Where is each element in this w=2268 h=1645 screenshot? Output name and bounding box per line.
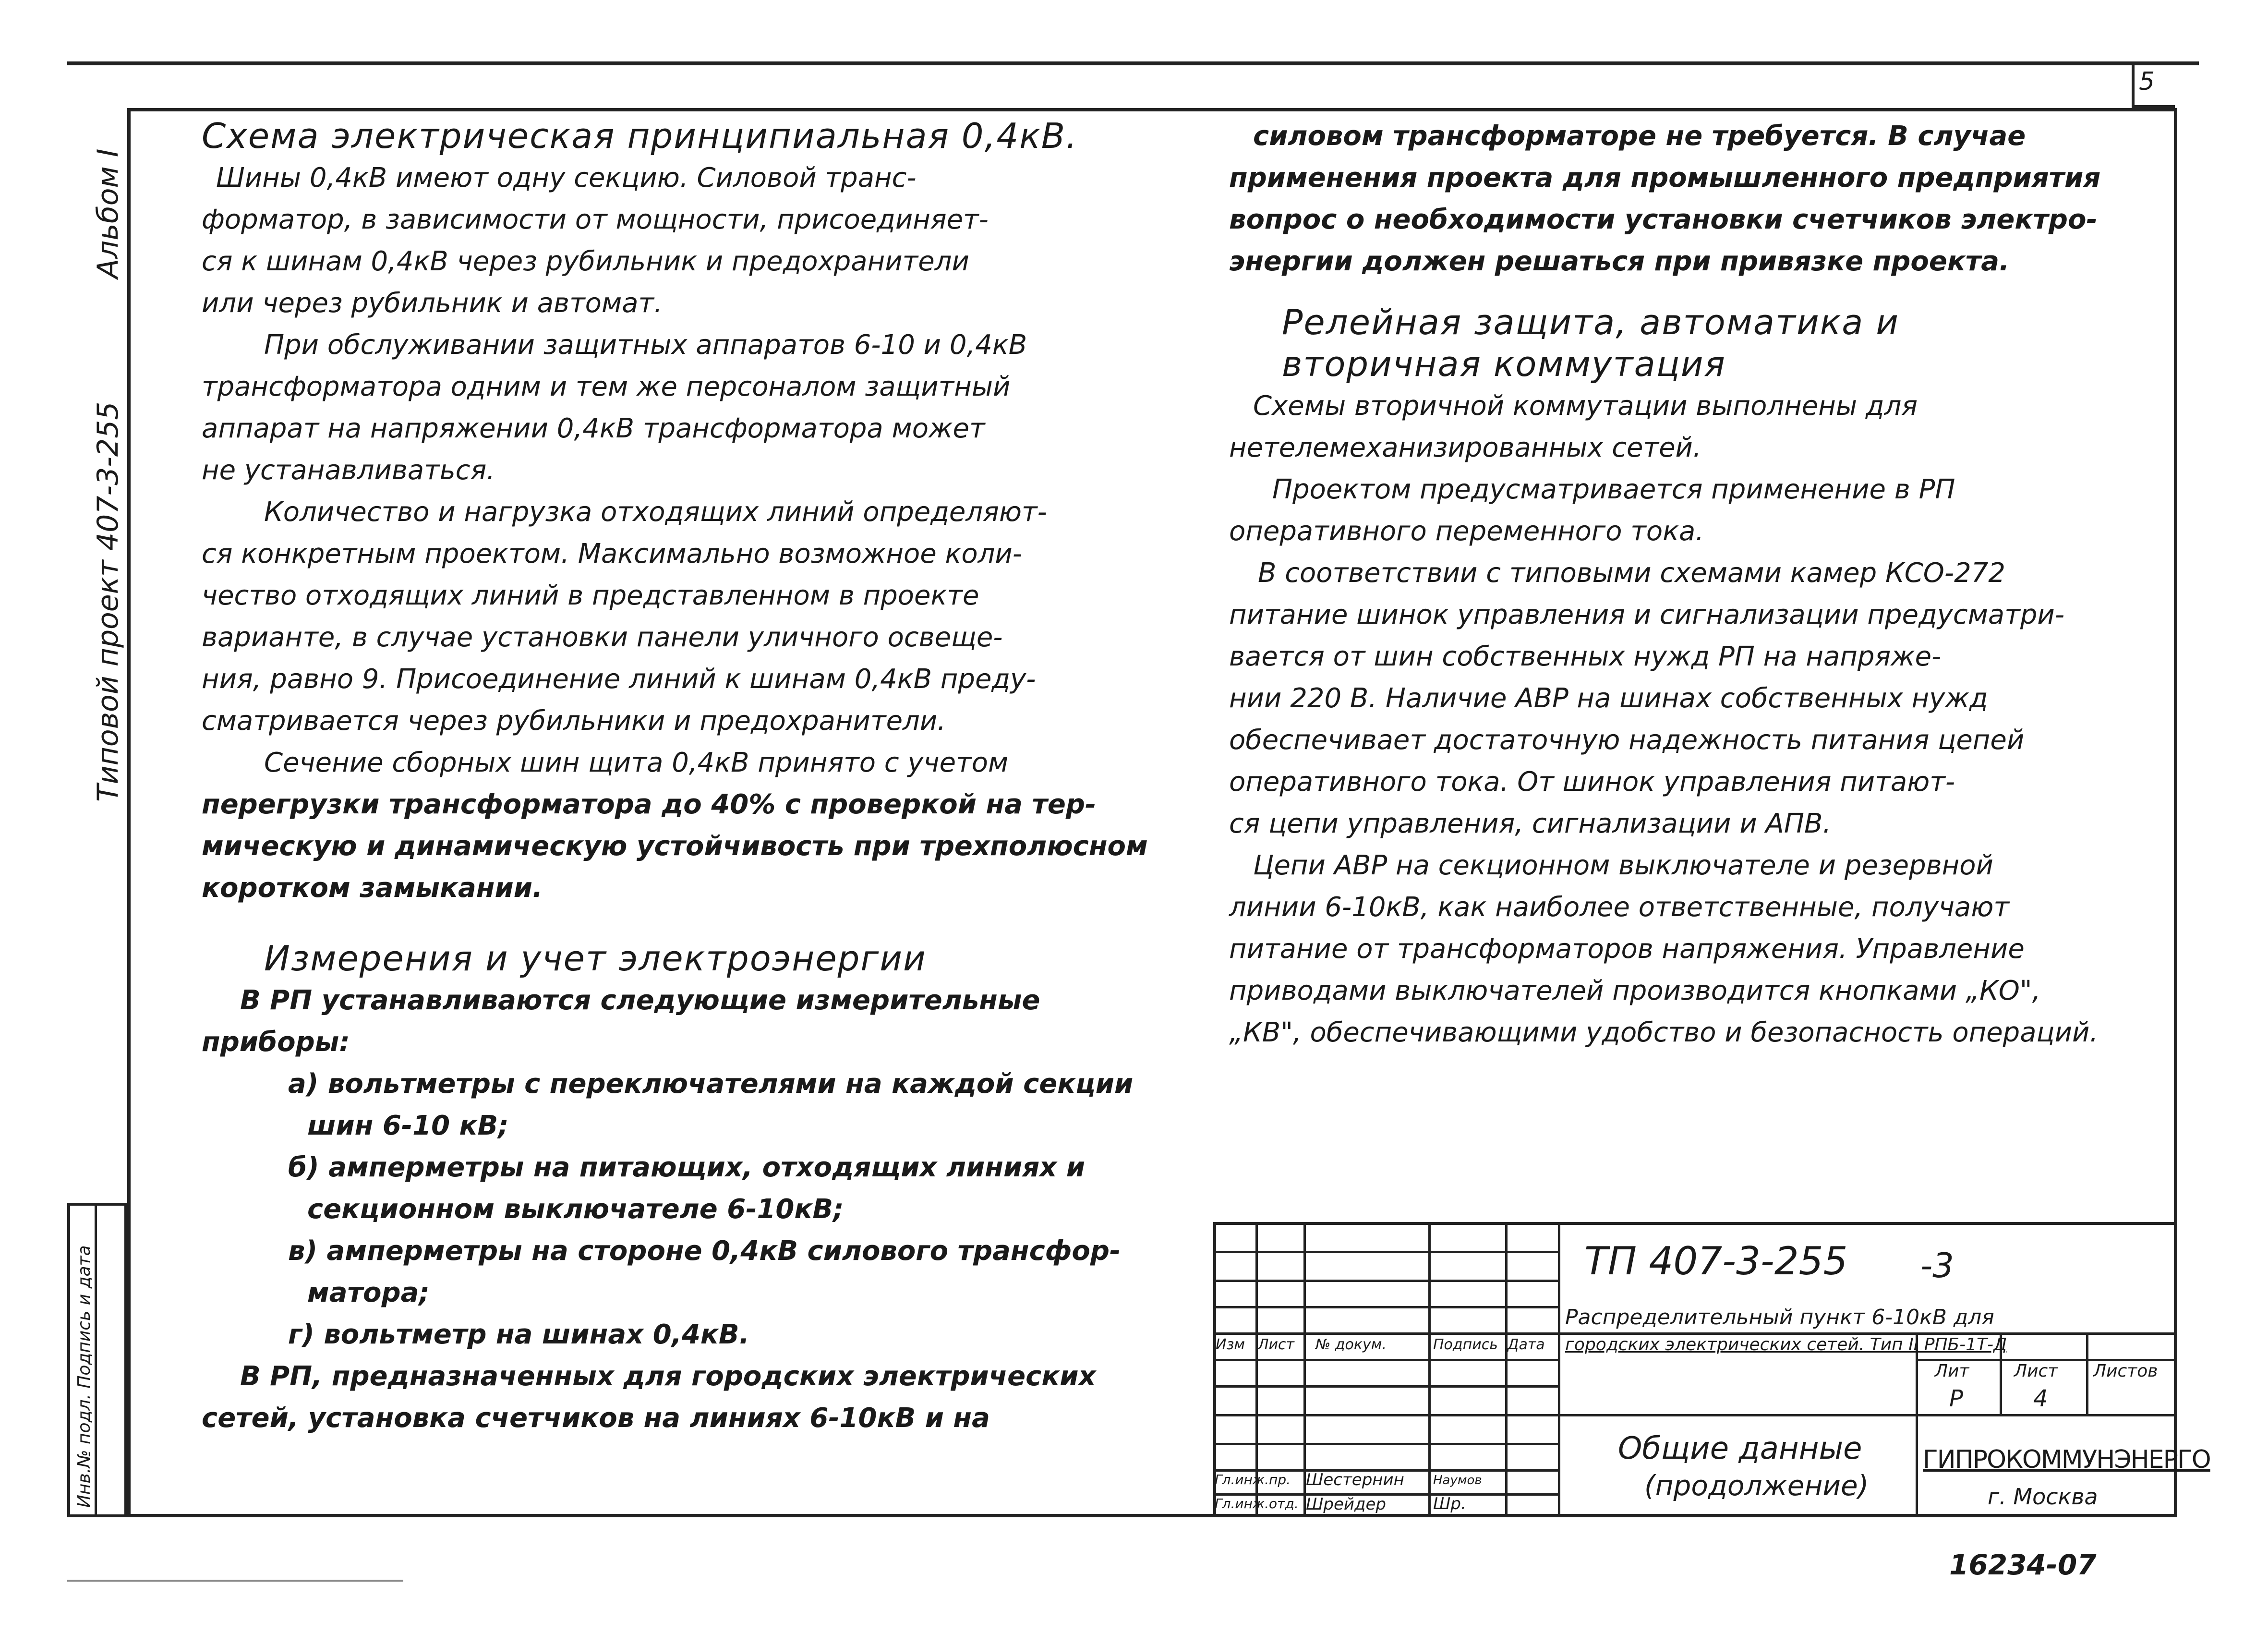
heading-schema: Схема электрическая принципиальная 0,4кВ. [202,116,1078,156]
text-line: вопрос о необходимости установки счетчиков электро- [1229,204,2098,235]
list-item: секционном выключателе 6-10кВ; [307,1194,844,1225]
footer-stamp-number: 16234-07 [1949,1548,2097,1581]
list-item: г) вольтметр на шинах 0,4кВ. [288,1319,749,1350]
sheet-value: 4 [2033,1385,2048,1412]
text-line: трансформатора одним и тем же персоналом защитный [202,371,1011,402]
text-line: „КВ", обеспечивающими удобство и безопасность операций. [1229,1017,2099,1048]
sheet-title-line1: Общие данные [1618,1431,1862,1466]
heading-relay-protection: Релейная защита, автоматика и [1282,302,1900,342]
role-chief-engineer-dept: Гл.инж.отд. [1215,1496,1299,1512]
text-line: Количество и нагрузка отходящих линий определяют- [264,496,1047,528]
top-border-line [67,61,2199,65]
sheet-label: Лист [2014,1361,2058,1381]
sheet-corner-number: 5 [2139,67,2155,96]
col-header-doc: № докум. [1315,1336,1387,1353]
tb-vline [1428,1222,1431,1517]
text-line: форматор, в зависимости от мощности, присоединяет- [202,204,989,235]
role-chief-engineer-project: Гл.инж.пр. [1215,1472,1291,1488]
lit-value: Р [1949,1385,1963,1412]
text-line: Схемы вторичной коммутации выполнены для [1253,390,1918,422]
doc-code-suffix: -3 [1920,1246,1954,1285]
text-line: силовом трансформаторе не требуется. В случае [1253,121,2026,152]
text-line: Сечение сборных шин щита 0,4кВ принято с учетом [264,747,1009,778]
text-line: ся цепи управления, сигнализации и АПВ. [1229,808,1832,839]
text-line: линии 6-10кВ, как наиболее ответственные, получают [1229,892,2010,923]
tb-vline [1916,1332,1918,1517]
name-chief-engineer-project: Шестернин [1306,1470,1404,1489]
tb-hline [1213,1443,1558,1445]
sheet-title-line2: (продолжение) [1644,1469,1869,1502]
description-line2: городских электрических сетей. Тип II РПБ-1Т-Д [1565,1335,2007,1355]
text-line: нии 220 В. Наличие АВР на шинах собственных нужд [1229,683,1988,714]
text-line: применения проекта для промышленного предприятия [1229,162,2101,194]
text-line: или через рубильник и автомат. [202,288,663,319]
text-line: оперативного переменного тока. [1229,516,1704,547]
signature-2: Шр. [1433,1494,1466,1513]
list-item: в) амперметры на стороне 0,4кВ силового трансфор- [288,1235,1121,1267]
col-header-date: Дата [1508,1336,1545,1353]
text-line: чество отходящих линий в представленном в проекте [202,580,979,611]
text-line: питание шинок управления и сигнализации предусматри- [1229,599,2065,630]
text-line: В РП, предназначенных для городских электрических [240,1361,1096,1392]
tb-hline [1213,1414,2177,1416]
col-header-sign: Подпись [1433,1336,1498,1353]
text-line: аппарат на напряжении 0,4кВ трансформатора может [202,413,985,444]
col-header-list: Лист [1258,1336,1295,1353]
text-line: сматривается через рубильники и предохранители. [202,705,946,737]
organization-city: г. Москва [1988,1484,2098,1510]
tb-hline [1213,1385,1558,1388]
text-line: коротком замыкании. [202,872,543,904]
list-item: матора; [307,1277,430,1308]
side-label-project: Типовой проект 407-3-255 [91,401,125,802]
text-line: нетелемеханизированных сетей. [1229,432,1701,463]
side-label-album: Альбом I [91,148,125,278]
text-line: оперативного тока. От шинок управления питают- [1229,766,1955,798]
text-line: Проектом предусматривается применение в РП [1272,474,1955,505]
heading-relay-protection-2: вторичная коммутация [1282,344,1726,384]
text-line: приводами выключателей производится кнопками „КО", [1229,975,2041,1006]
sheets-label: Листов [2093,1361,2158,1381]
doc-code: ТП 407-3-255 [1584,1239,1848,1283]
col-header-izm: Изм [1216,1336,1245,1353]
tb-vline [2086,1332,2088,1414]
tb-hline [1213,1280,1558,1282]
text-line: ся к шинам 0,4кВ через рубильник и предохранители [202,246,969,277]
tb-vline [1558,1222,1560,1517]
text-line: приборы: [202,1027,350,1058]
tb-vline [1505,1222,1508,1517]
description-line1: Распределительный пункт 6-10кВ для [1565,1305,1994,1330]
tb-hline [1213,1306,1558,1308]
text-line: питание от трансформаторов напряжения. Управление [1229,933,2025,965]
signature-1: Наумов [1433,1473,1482,1488]
left-column [202,115,1148,1439]
scan-edge-mark [67,1580,403,1582]
organization-name: ГИПРОКОММУНЭНЕРГО [1923,1445,2210,1474]
text-line: Цепи АВР на секционном выключателе и резервной [1253,850,1993,881]
text-line: Шины 0,4кВ имеют одну секцию. Силовой транс- [216,162,917,194]
text-line: перегрузки трансформатора до 40% с проверкой на тер- [202,789,1097,820]
list-item: шин 6-10 кВ; [307,1110,509,1141]
side-label-inventory: Инв.№ подл. Подпись и дата [74,1245,94,1508]
text-line: обеспечивает достаточную надежность питания цепей [1229,725,2025,756]
list-item: а) вольтметры с переключателями на каждой секции [288,1068,1134,1100]
text-line: мическую и динамическую устойчивость при трехполюсном [202,831,1148,862]
heading-measurements: Измерения и учет электроэнергии [264,938,927,979]
tb-hline [1213,1359,1558,1361]
right-column [1229,115,2100,1053]
text-line: В РП устанавливаются следующие измерительные [240,985,1040,1016]
text-line: сетей, установка счетчиков на линиях 6-10кВ и на [202,1403,990,1434]
tb-hline [1213,1251,1558,1253]
text-line: При обслуживании защитных аппаратов 6-10 и 0,4кВ [264,329,1027,361]
text-line: ся конкретным проектом. Максимально возможное коли- [202,538,1023,569]
list-item: б) амперметры на питающих, отходящих линиях и [288,1152,1086,1183]
text-line: не устанавливаться. [202,455,495,486]
text-line: вается от шин собственных нужд РП на напряже- [1229,641,1942,672]
text-line: варианте, в случае установки панели уличного освеще- [202,622,1003,653]
text-line: В соответствии с типовыми схемами камер КСО-272 [1258,557,2005,589]
name-chief-engineer-dept: Шрейдер [1306,1495,1386,1514]
text-line: ния, равно 9. Присоединение линий к шинам 0,4кВ преду- [202,664,1036,695]
text-line: энергии должен решаться при привязке проекта. [1229,246,2010,277]
lit-label: Лит [1935,1361,1969,1381]
